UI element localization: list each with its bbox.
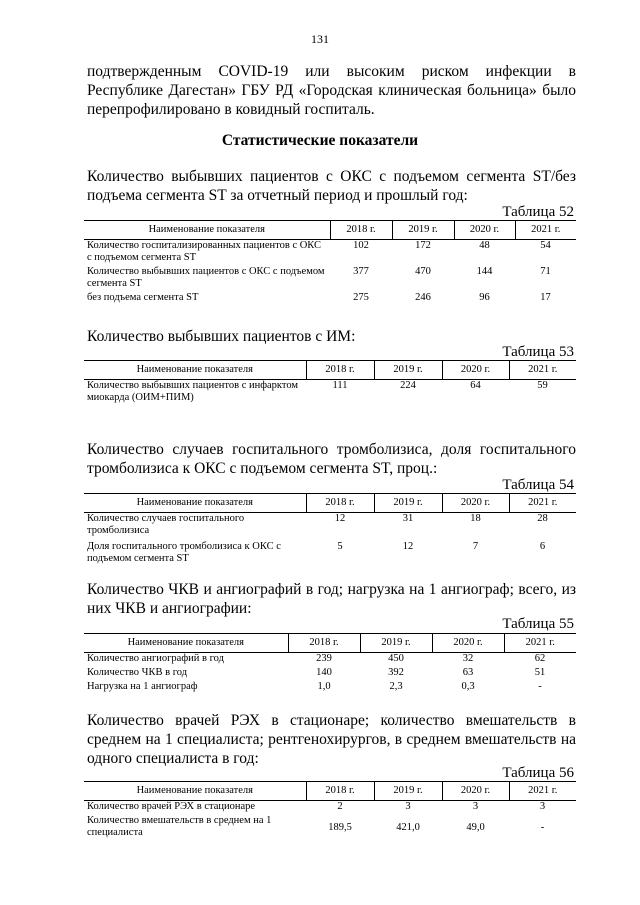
col-header-2019: 2019 г. <box>374 494 442 513</box>
table-56 <box>84 781 576 841</box>
row-label: Количество вмешательств в среднем на 1 специалиста <box>87 814 272 838</box>
row-label: Количество ангиографий в год <box>87 653 224 664</box>
row-label: Количество выбывших пациентов с инфарктом миокарда (ОИМ+ПИМ) <box>87 380 299 403</box>
cell-2019: 3 <box>405 801 411 812</box>
cell-2018: 140 <box>316 666 332 678</box>
section-heading: Статистические показатели <box>221 132 419 149</box>
cell-2019: 2,3 <box>389 680 403 692</box>
table55-caption: Таблица 55 <box>502 616 574 632</box>
cell-2020: 63 <box>462 666 474 678</box>
col-header-2021: 2021 г. <box>504 634 576 653</box>
cell-2018: 12 <box>334 513 346 524</box>
col-header-2018: 2018 г. <box>306 494 374 513</box>
table56-caption: Таблица 56 <box>502 765 574 781</box>
cell-2021: 3 <box>539 801 546 812</box>
cell-2021: 51 <box>534 666 546 678</box>
cell-2021: 28 <box>537 513 548 524</box>
table-55 <box>84 633 576 695</box>
table55-intro: Количество ЧКВ и ангиографий в год; нагрузка на 1 ангиограф; всего, из них ЧКВ и ангиографии: <box>87 581 576 617</box>
col-header-name: Наименование показателя <box>84 494 306 513</box>
row-label: Количество выбывших пациентов с ОКС с подъемом сегмента ST <box>87 265 325 289</box>
col-header-name: Наименование показателя <box>84 361 306 380</box>
col-header-2020: 2020 г. <box>442 361 509 380</box>
col-header-2019: 2019 г. <box>392 221 454 240</box>
row-label: Количество ЧКВ в год <box>87 666 188 678</box>
table-row <box>84 667 576 681</box>
table-row <box>84 541 576 567</box>
table-53 <box>84 360 576 406</box>
table-row <box>84 513 576 541</box>
col-header-2019: 2019 г. <box>360 634 432 653</box>
col-header-name: Наименование показателя <box>84 634 288 653</box>
intro-paragraph: подтвержденным COVID-19 или высоким риском инфекции в Республике Дагестан» ГБУ РД «Городская клиническая больница» было перепрофилировано в ковидный госпиталь. <box>87 63 576 118</box>
cell-2018: 5 <box>337 540 343 552</box>
cell-2019: 172 <box>415 240 431 251</box>
cell-2020: 64 <box>470 380 481 391</box>
table52-caption: Таблица 52 <box>502 204 574 220</box>
col-header-2018: 2018 г. <box>306 361 374 380</box>
table54-intro: Количество случаев госпитального тромболизиса, доля госпитального тромболизиса к ОКС с подъемом сегмента ST, проц.: <box>87 441 576 477</box>
cell-2021: 6 <box>539 540 546 552</box>
table-row <box>84 801 576 815</box>
col-header-name: Наименование показателя <box>84 782 306 801</box>
cell-2018: 377 <box>353 265 369 277</box>
col-header-2021: 2021 г. <box>509 782 576 801</box>
cell-2020: 3 <box>472 801 479 812</box>
table52-intro: Количество выбывших пациентов с ОКС с подъемом сегмента ST/без подъема сегмента ST за отчетный период и прошлый год: <box>87 168 576 204</box>
row-label: Количество случаев госпитального тромболизиса <box>87 513 245 536</box>
table-row <box>84 240 576 266</box>
cell-2021: 59 <box>537 380 548 391</box>
table54-caption: Таблица 54 <box>502 477 574 493</box>
row-label: без подъема сегмента ST <box>87 291 199 303</box>
cell-2020: 48 <box>479 240 490 251</box>
col-header-2020: 2020 г. <box>442 494 509 513</box>
col-header-2018: 2018 г. <box>330 221 392 240</box>
cell-2018: 1,0 <box>317 680 331 692</box>
row-label: Доля госпитального тромболизиса к ОКС с подъемом сегмента ST <box>87 540 281 564</box>
col-header-2018: 2018 г. <box>306 782 374 801</box>
col-header-2021: 2021 г. <box>515 221 576 240</box>
col-header-2020: 2020 г. <box>432 634 504 653</box>
cell-2018: 102 <box>353 240 369 251</box>
cell-2019: 31 <box>402 513 414 524</box>
cell-2021: - <box>538 680 542 692</box>
cell-2020: 18 <box>470 513 481 524</box>
cell-2020: 144 <box>476 265 493 277</box>
row-label: Количество врачей РЭХ в стационаре <box>87 801 256 812</box>
table-52 <box>84 220 576 308</box>
col-header-2019: 2019 г. <box>374 782 442 801</box>
col-header-2021: 2021 г. <box>509 494 576 513</box>
table-row <box>84 380 576 406</box>
table-row <box>84 266 576 292</box>
table56-intro: Количество врачей РЭХ в стационаре; количество вмешательств в среднем на 1 специалиста; рентгенохирургов, в среднем вмешательств на одного специалиста в год: <box>87 712 576 767</box>
cell-2021: 54 <box>540 240 551 251</box>
table-row <box>84 681 576 695</box>
col-header-2020: 2020 г. <box>454 221 515 240</box>
cell-2018: 189,5 <box>328 821 352 833</box>
page-number: 131 <box>311 32 329 46</box>
cell-2019: 246 <box>415 291 431 303</box>
row-label: Нагрузка на 1 ангиограф <box>87 680 198 692</box>
cell-2020: 0,3 <box>461 680 475 692</box>
col-header-name: Наименование показателя <box>84 221 330 240</box>
cell-2020: 49,0 <box>466 821 485 833</box>
col-header-2021: 2021 г. <box>509 361 576 380</box>
col-header-2020: 2020 г. <box>442 782 509 801</box>
cell-2021: 62 <box>534 653 546 664</box>
col-header-2018: 2018 г. <box>288 634 360 653</box>
cell-2021: 17 <box>540 291 551 303</box>
cell-2018: 239 <box>316 653 332 664</box>
table53-caption: Таблица 53 <box>502 344 574 360</box>
table-row <box>84 292 576 308</box>
cell-2019: 224 <box>400 380 416 391</box>
cell-2020: 7 <box>472 540 479 552</box>
row-label: Количество госпитализированных пациентов с ОКС с подъемом сегмента ST <box>87 240 322 263</box>
cell-2019: 421,0 <box>396 821 420 833</box>
cell-2018: 275 <box>353 291 369 303</box>
cell-2019: 470 <box>415 265 431 277</box>
col-header-2019: 2019 г. <box>374 361 442 380</box>
table-54 <box>84 493 576 567</box>
table-row <box>84 653 576 667</box>
cell-2018: 111 <box>332 380 348 391</box>
cell-2019: 450 <box>388 653 404 664</box>
table-row <box>84 815 576 841</box>
cell-2018: 2 <box>337 801 343 812</box>
cell-2020: 96 <box>479 291 490 303</box>
cell-2019: 12 <box>402 540 414 552</box>
cell-2021: 71 <box>540 265 551 277</box>
cell-2021: - <box>540 821 545 833</box>
cell-2020: 32 <box>462 653 474 664</box>
cell-2019: 392 <box>388 666 404 678</box>
table53-intro: Количество выбывших пациентов с ИМ: <box>87 328 356 345</box>
